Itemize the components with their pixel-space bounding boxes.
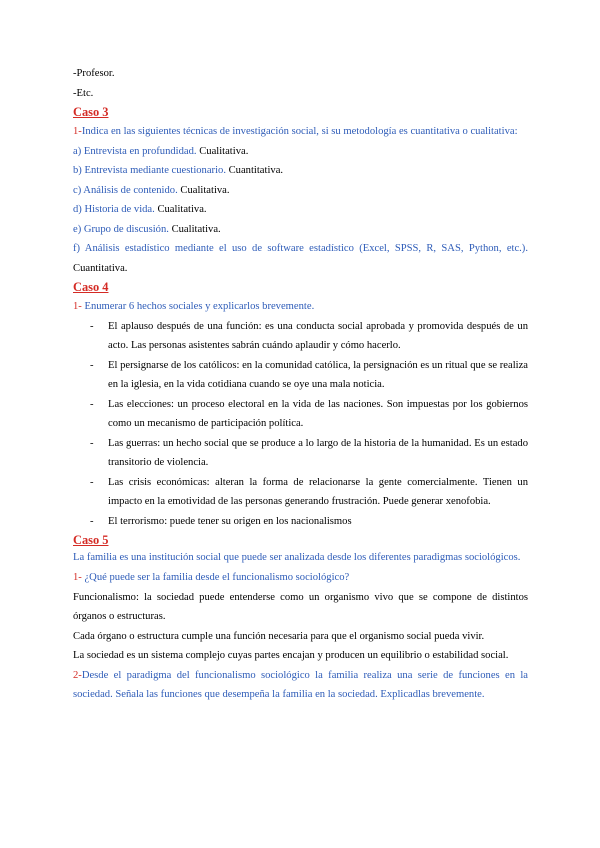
case3-item-a: a) Entrevista en profundidad. Cualitativa.	[73, 145, 249, 157]
list-item: - El aplauso después de una función: es una conducta social aprobada y promovida después de un acto. Las personas asistentes sabrán cuándo aplaudir y cómo hacerlo.	[90, 320, 528, 351]
case3-question-number: 1-	[73, 126, 82, 137]
case3-item-e: e) Grupo de discusión. Cualitativa.	[73, 223, 221, 235]
case5-question-2: 2-Desde el paradigma del funcionalismo sociológico la familia realiza una serie de funciones en la sociedad. Señala las funciones que desempeña la familia en la sociedad. Explicadlas brevemente.	[73, 669, 528, 700]
case3-title: Caso 3	[73, 105, 109, 119]
case4-question	[73, 297, 528, 317]
case5-title: Caso 5	[73, 533, 109, 547]
case5-answer-paragraph: Funcionalismo: la sociedad puede entenderse como un organismo vivo que se compone de distintos órganos o estructuras.	[73, 591, 528, 622]
case5-intro: La familia es una institución social que puede ser analizada desde los diferentes paradigmas sociológicos.	[73, 552, 521, 563]
list-item: - Las guerras: un hecho social que se produce a lo largo de la historia de la humanidad. Es un estado transitorio de violencia.	[90, 437, 528, 468]
case4-title: Caso 4	[73, 280, 109, 294]
case3-item-b: b) Entrevista mediante cuestionario. Cuantitativa.	[73, 165, 284, 176]
case3-item-c: c) Análisis de contenido. Cualitativa.	[73, 184, 230, 196]
document-page	[73, 64, 528, 705]
intro-line: -Etc.	[73, 87, 94, 99]
intro-line: -Profesor.	[73, 68, 115, 79]
case3-question-text: Indica en las siguientes técnicas de investigación social, si su metodología es cuantitativa o cualitativa:	[81, 126, 518, 137]
case5-question-1: 1- ¿Qué puede ser la familia desde el funcionalismo sociológico?	[73, 572, 350, 583]
case4-question-text: Enumerar 6 hechos sociales y explicarlos brevemente.	[81, 301, 315, 312]
case3-item-d: d) Historia de vida. Cualitativa.	[73, 204, 207, 215]
list-item: - Las elecciones: un proceso electoral en la vida de las naciones. Son impuestas por los gobiernos como un mecanismo de participación política.	[90, 398, 528, 429]
case4-question-number: 1-	[73, 301, 82, 312]
list-item: - El persignarse de los católicos: en la comunidad católica, la persignación es un ritual que se realiza en la iglesia, en la vida cotidiana cuando se oye una mala noticia.	[90, 359, 528, 390]
list-item: - El terrorismo: puede tener su origen en los nacionalismos	[90, 515, 352, 527]
social-facts-list	[73, 317, 528, 532]
list-item: - Las crisis económicas: alteran la forma de relacionarse la gente comercialmente. Tienen un impacto en la emotividad de las personas generando frustración. Puede generar xenofobia.	[90, 476, 528, 507]
case3-question	[73, 122, 528, 142]
case3-item-f: f) Análisis estadístico mediante el uso de software estadístico (Excel, SPSS, R, SAS, Python, etc.). Cuantitativa.	[73, 243, 528, 274]
case5-answer-paragraph: La sociedad es un sistema complejo cuyas partes encajan y producen un equilibrio o estabilidad social.	[73, 650, 509, 661]
case5-answer-paragraph: Cada órgano o estructura cumple una función necesaria para que el organismo social pueda vivir.	[73, 630, 485, 642]
